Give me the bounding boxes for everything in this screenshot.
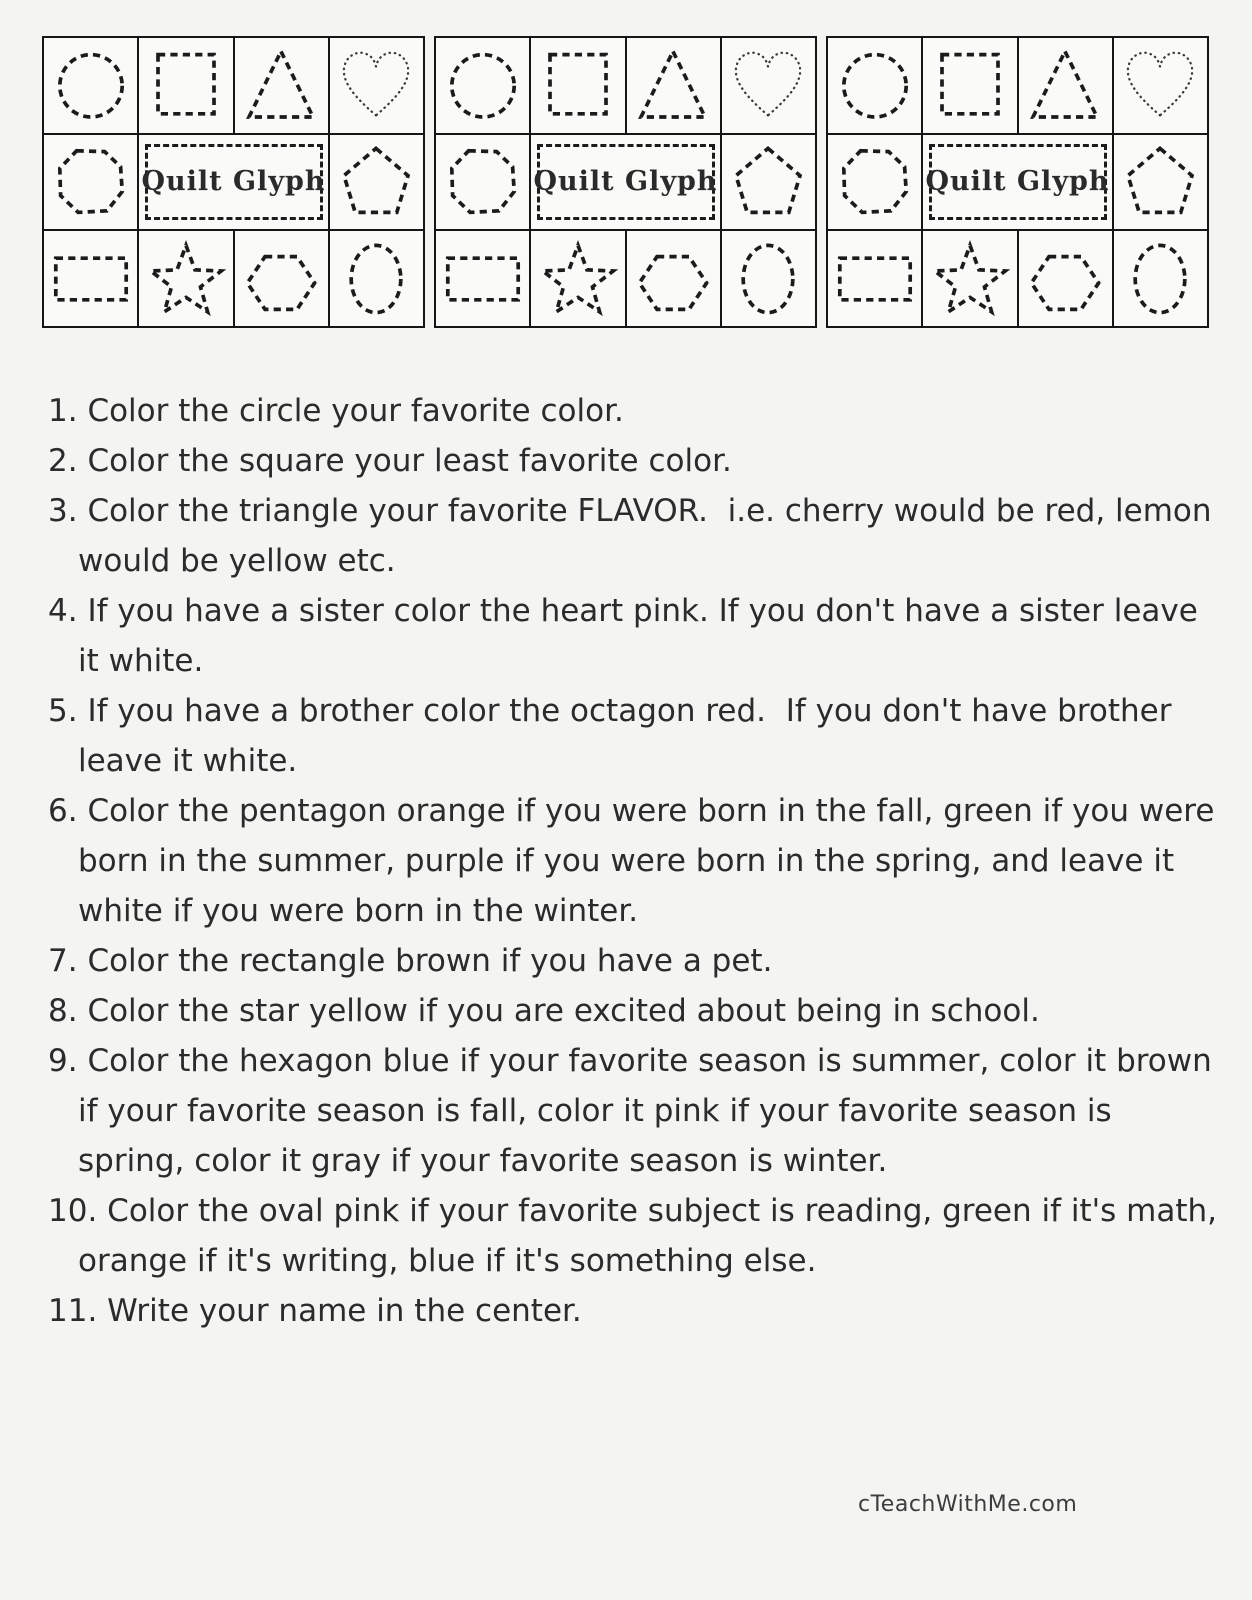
instruction-text: Color the star yellow if you are excited about being in school. <box>87 993 1040 1029</box>
octagon-icon <box>51 142 131 222</box>
instruction-number: 5. <box>48 693 78 729</box>
instruction-text: Color the triangle your favorite FLAVOR. i.e. cherry would be red, lemon would be yellow etc. <box>78 493 1222 579</box>
cell-oval <box>722 231 815 326</box>
star-icon <box>146 239 226 319</box>
instruction-item <box>48 786 1225 936</box>
cell-rectangle <box>44 231 137 326</box>
instruction-item <box>48 436 1218 486</box>
square-icon <box>146 45 226 125</box>
cell-star <box>531 231 624 326</box>
quilt-glyph-title: Quilt Glyph <box>925 166 1110 198</box>
rectangle-icon <box>443 239 523 319</box>
square-icon <box>538 45 618 125</box>
instruction-item <box>48 1286 1218 1336</box>
cell-heart <box>1114 38 1207 133</box>
cell-heart <box>722 38 815 133</box>
cell-circle <box>44 38 137 133</box>
instruction-text: Color the hexagon blue if your favorite season is summer, color it brown if your favorite season is fall, color it pink if your favorite season is spring, color it gray if your favorite season is winter. <box>78 1043 1222 1179</box>
cell-rectangle <box>436 231 529 326</box>
instruction-number: 3. <box>48 493 78 529</box>
circle-icon <box>51 45 131 125</box>
instruction-item <box>48 586 1218 686</box>
instruction-number: 4. <box>48 593 78 629</box>
cell-title <box>923 135 1112 230</box>
instruction-text: If you have a brother color the octagon red. If you don't have brother leave it white. <box>78 693 1182 779</box>
pentagon-icon <box>728 142 808 222</box>
square-icon <box>930 45 1010 125</box>
cell-octagon <box>436 135 529 230</box>
instruction-number: 11. <box>48 1293 98 1329</box>
cell-square <box>923 38 1016 133</box>
instruction-text: If you have a sister color the heart pink. If you don't have a sister leave it white. <box>78 593 1208 679</box>
pentagon-icon <box>1120 142 1200 222</box>
cell-square <box>531 38 624 133</box>
cell-circle <box>828 38 921 133</box>
instruction-text: Color the pentagon orange if you were born in the fall, green if you were born in the summer, purple if you were born in the spring, and leave it white if you were born in the winter. <box>78 793 1225 929</box>
instruction-text: Color the oval pink if your favorite subject is reading, green if it's math, orange if it's writing, blue if it's something else. <box>78 1193 1227 1279</box>
cell-hexagon <box>235 231 328 326</box>
instruction-text: Color the circle your favorite color. <box>87 393 624 429</box>
oval-icon <box>1120 239 1200 319</box>
hexagon-icon <box>241 239 321 319</box>
instruction-number: 10. <box>48 1193 98 1229</box>
quilt-glyph-title: Quilt Glyph <box>533 166 718 198</box>
cell-hexagon <box>627 231 720 326</box>
instruction-text: Color the square your least favorite color. <box>87 443 732 479</box>
cell-pentagon <box>1114 135 1207 230</box>
instruction-text: Write your name in the center. <box>107 1293 582 1329</box>
heart-icon <box>728 45 808 125</box>
cell-octagon <box>828 135 921 230</box>
instruction-item <box>48 486 1222 586</box>
cell-title <box>531 135 720 230</box>
cell-title <box>139 135 328 230</box>
hexagon-icon <box>633 239 713 319</box>
hexagon-icon <box>1025 239 1105 319</box>
rectangle-icon <box>835 239 915 319</box>
cell-circle <box>436 38 529 133</box>
instruction-item <box>48 986 1218 1036</box>
instruction-number: 7. <box>48 943 78 979</box>
cell-hexagon <box>1019 231 1112 326</box>
quilt-glyph-card <box>42 36 425 328</box>
cell-rectangle <box>828 231 921 326</box>
cell-star <box>139 231 232 326</box>
octagon-icon <box>443 142 523 222</box>
cell-octagon <box>44 135 137 230</box>
instruction-item <box>48 1036 1222 1186</box>
circle-icon <box>443 45 523 125</box>
instruction-item <box>48 1186 1227 1286</box>
quilt-glyph-title: Quilt Glyph <box>141 166 326 198</box>
cell-star <box>923 231 1016 326</box>
triangle-icon <box>633 45 713 125</box>
triangle-icon <box>241 45 321 125</box>
instruction-item <box>48 686 1218 786</box>
oval-icon <box>728 239 808 319</box>
star-icon <box>930 239 1010 319</box>
instruction-number: 8. <box>48 993 78 1029</box>
cell-oval <box>330 231 423 326</box>
instruction-number: 9. <box>48 1043 78 1079</box>
quilt-glyph-title-box <box>141 144 326 220</box>
heart-icon <box>1120 45 1200 125</box>
quilt-glyph-card <box>434 36 817 328</box>
cell-pentagon <box>330 135 423 230</box>
footer-credit: cTeachWithMe.com <box>858 1492 1078 1517</box>
pentagon-icon <box>336 142 416 222</box>
circle-icon <box>835 45 915 125</box>
triangle-icon <box>1025 45 1105 125</box>
quilt-cards-row <box>0 0 1252 328</box>
instruction-number: 6. <box>48 793 78 829</box>
cell-heart <box>330 38 423 133</box>
quilt-glyph-card <box>826 36 1209 328</box>
instruction-number: 1. <box>48 393 78 429</box>
cell-triangle <box>627 38 720 133</box>
cell-pentagon <box>722 135 815 230</box>
instructions-list <box>48 386 1227 1336</box>
instruction-text: Color the rectangle brown if you have a pet. <box>87 943 773 979</box>
quilt-glyph-title-box <box>533 144 718 220</box>
instruction-item <box>48 936 1218 986</box>
rectangle-icon <box>51 239 131 319</box>
oval-icon <box>336 239 416 319</box>
heart-icon <box>336 45 416 125</box>
instruction-number: 2. <box>48 443 78 479</box>
star-icon <box>538 239 618 319</box>
octagon-icon <box>835 142 915 222</box>
cell-triangle <box>235 38 328 133</box>
instruction-item <box>48 386 1218 436</box>
cell-oval <box>1114 231 1207 326</box>
cell-triangle <box>1019 38 1112 133</box>
cell-square <box>139 38 232 133</box>
quilt-glyph-title-box <box>925 144 1110 220</box>
